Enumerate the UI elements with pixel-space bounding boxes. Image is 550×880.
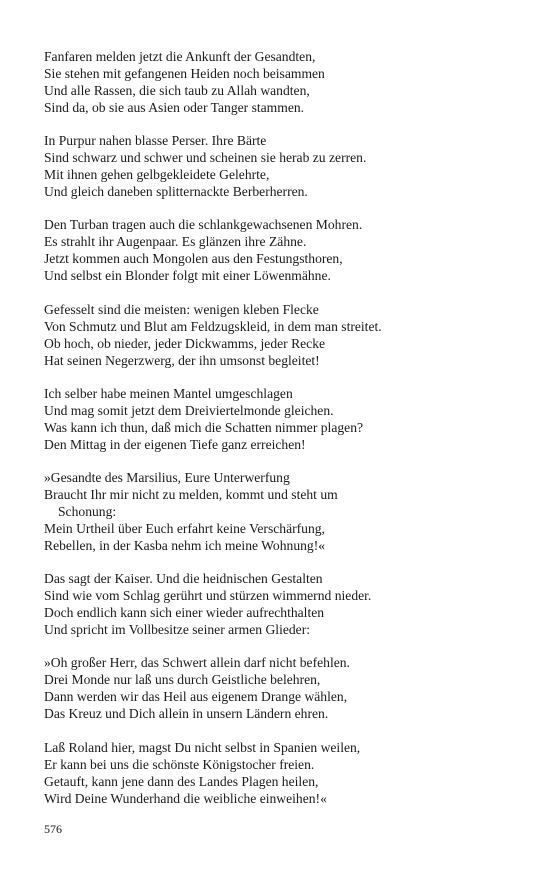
verse-line: Und selbst ein Blonder folgt mit einer Löwenmähne. xyxy=(44,268,331,284)
verse-line: Es strahlt ihr Augenpaar. Es glänzen ihre Zähne. xyxy=(44,234,307,250)
stanza xyxy=(44,654,514,722)
verse-line: Und gleich daneben splitternackte Berberherren. xyxy=(44,184,308,200)
verse-line: Braucht Ihr mir nicht zu melden, kommt und steht um xyxy=(44,486,338,502)
verse-line-continuation: Schonung: xyxy=(58,503,117,519)
stanza xyxy=(44,132,514,200)
verse-line: Sind da, ob sie aus Asien oder Tanger stammen. xyxy=(44,100,305,115)
verse-line: Jetzt kommen auch Mongolen aus den Festungsthoren, xyxy=(44,251,343,267)
stanza xyxy=(44,385,514,453)
verse-line: In Purpur nahen blasse Perser. Ihre Bärte xyxy=(44,133,267,149)
verse-line: Mein Urtheil über Euch erfahrt keine Verschärfung, xyxy=(44,520,325,536)
verse-line: Von Schmutz und Blut am Feldzugskleid, in dem man streitet. xyxy=(44,318,382,334)
verse-line: Wird Deine Wunderhand die weibliche einweihen!« xyxy=(44,790,327,806)
verse-line: Sind schwarz und schwer und scheinen sie herab zu zerren. xyxy=(44,150,367,166)
page-number: 576 xyxy=(44,822,62,836)
verse-line: Sie stehen mit gefangenen Heiden noch beisammen xyxy=(44,66,325,81)
verse-line: Mit ihnen gehen gelbgekleidete Gelehrte, xyxy=(44,167,270,183)
verse-line: Hat seinen Negerzwerg, der ihn umsonst begleitet! xyxy=(44,352,320,368)
verse-line: Ich selber habe meinen Mantel umgeschlagen xyxy=(44,385,293,401)
verse-line: Was kann ich thun, daß mich die Schatten nimmer plagen? xyxy=(44,419,364,435)
verse-line: Getauft, kann jene dann des Landes Plagen heilen, xyxy=(44,773,319,789)
verse-line: Das Kreuz und Dich allein in unsern Ländern ehren. xyxy=(44,706,329,722)
stanza xyxy=(44,570,514,638)
verse-line: Das sagt der Kaiser. Und die heidnischen Gestalten xyxy=(44,571,323,587)
verse-line: Und alle Rassen, die sich taub zu Allah wandten, xyxy=(44,83,310,98)
verse-line: Rebellen, in der Kasba nehm ich meine Wohnung!« xyxy=(44,537,326,553)
verse-line: Gefesselt sind die meisten: wenigen kleben Flecke xyxy=(44,301,319,317)
stanza xyxy=(44,301,514,369)
verse-line: Drei Monde nur laß uns durch Geistliche belehren, xyxy=(44,672,321,688)
stanza xyxy=(44,216,514,284)
stanza xyxy=(44,469,514,554)
verse-line: Doch endlich kann sich einer wieder aufrechthalten xyxy=(44,605,325,621)
verse-line: »Gesandte des Marsilius, Eure Unterwerfung xyxy=(44,469,290,485)
verse-line: Und mag somit jetzt dem Dreiviertelmonde gleichen. xyxy=(44,402,334,418)
verse-line: Sind wie vom Schlag gerührt und stürzen wimmernd nieder. xyxy=(44,588,372,604)
poem-text xyxy=(44,48,514,823)
verse-line: »Oh großer Herr, das Schwert allein darf nicht befehlen. xyxy=(44,655,350,671)
stanza xyxy=(44,48,514,116)
stanza xyxy=(44,739,514,807)
verse-line: Laß Roland hier, magst Du nicht selbst in Spanien weilen, xyxy=(44,739,361,755)
verse-line: Er kann bei uns die schönste Königstocher freien. xyxy=(44,756,315,772)
verse-line: Dann werden wir das Heil aus eigenem Drange wählen, xyxy=(44,689,348,705)
verse-line: Ob hoch, ob nieder, jeder Dickwamms, jeder Recke xyxy=(44,335,326,351)
verse-line: Den Turban tragen auch die schlankgewachsenen Mohren. xyxy=(44,217,363,233)
verse-line: Den Mittag in der eigenen Tiefe ganz erreichen! xyxy=(44,436,306,452)
verse-line: Fanfaren melden jetzt die Ankunft der Gesandten, xyxy=(44,49,316,64)
verse-line: Und spricht im Vollbesitze seiner armen Glieder: xyxy=(44,622,311,638)
